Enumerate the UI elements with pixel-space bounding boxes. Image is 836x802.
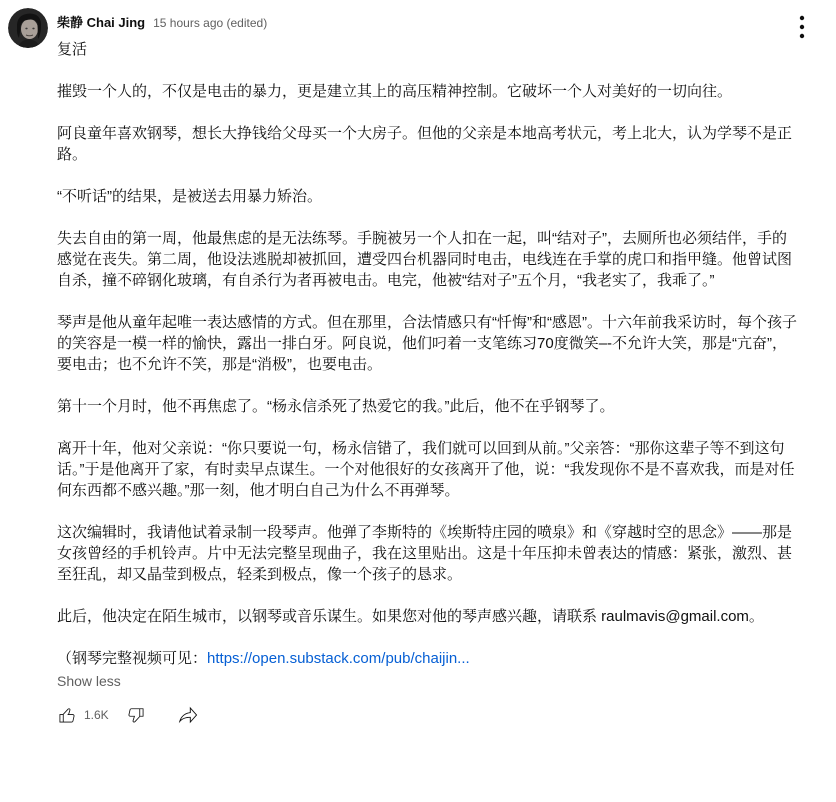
link-prefix-text: （钢琴完整视频可见： bbox=[57, 650, 208, 667]
author-name[interactable]: 柴静 Chai Jing bbox=[57, 15, 146, 30]
thumbs-down-icon bbox=[126, 705, 146, 725]
comment-paragraph: 离开十年，他对父亲说：“你只要说一句，杨永信错了，我们就可以回到从前。”父亲答：“那你这辈子等不到这句话。”于是他离开了家，有时卖早点谋生。一个对他很好的女孩离开了他，说：“我发现你不是不喜欢我，而是对任何东西都不感兴趣。”那一刻，他才明白自己为什么不再弹琴。 bbox=[57, 440, 795, 499]
comment-header bbox=[57, 12, 800, 31]
avatar[interactable] bbox=[8, 8, 48, 48]
comment-paragraph: “不听话”的结果，是被送去用暴力矫治。 bbox=[57, 188, 322, 205]
comment-paragraph: 这次编辑时，我请他试着录制一段琴声。他弹了李斯特的《埃斯特庄园的喷泉》和《穿越时空的思念》——那是女孩曾经的手机铃声。片中无法完整呈现曲子，我在这里贴出。这是十年压抑未曾表达的情感：紧张，激烈、甚至狂乱，却又晶莹到极点，轻柔到极点，像一个孩子的恳求。 bbox=[57, 524, 793, 583]
comment-content bbox=[57, 39, 800, 692]
like-button[interactable] bbox=[57, 705, 109, 725]
more-vert-icon bbox=[793, 13, 811, 44]
timestamp[interactable]: 15 hours ago (edited) bbox=[153, 16, 268, 30]
show-less-button[interactable]: Show less bbox=[57, 673, 121, 689]
more-options-button[interactable] bbox=[784, 10, 820, 46]
video-link-line bbox=[57, 648, 800, 669]
comment-paragraph: 摧毁一个人的，不仅是电击的暴力，更是建立其上的高压精神控制。它破坏一个人对美好的一切向往。 bbox=[57, 83, 733, 100]
dislike-button[interactable] bbox=[126, 705, 146, 725]
comment-paragraph: 阿良童年喜欢钢琴，想长大挣钱给父母买一个大房子。但他的父亲是本地高考状元，考上北大，认为学琴不是正路。 bbox=[57, 125, 793, 163]
share-button[interactable] bbox=[177, 704, 199, 726]
like-count: 1.6K bbox=[84, 708, 109, 722]
thumbs-up-icon bbox=[57, 705, 77, 725]
substack-link[interactable]: https://open.substack.com/pub/chaijin... bbox=[207, 650, 470, 667]
comment-paragraph: 失去自由的第一周，他最焦虑的是无法练琴。手腕被另一个人扣在一起，叫“结对子”，去厕所也必须结伴，手的感觉在丧失。第二周，他设法逃脱却被抓回，遭受四台机器同时电击，电线连在手掌的虎口和指甲缝。他曾试图自杀，撞不碎钢化玻璃，有自杀行为者再被电击。电完，他被“结对子”五个月，“我老实了，我乖了。” bbox=[57, 230, 793, 289]
share-icon bbox=[177, 704, 199, 726]
comment-paragraph: 第十一个月时，他不再焦虑了。“杨永信杀死了热爱它的我。”此后，他不在乎钢琴了。 bbox=[57, 398, 615, 415]
comment-title: 复活 bbox=[57, 41, 88, 58]
comment-paragraph: 此后，他决定在陌生城市，以钢琴或音乐谋生。如果您对他的琴声感兴趣，请联系 raulmavis@gmail.com。 bbox=[57, 608, 764, 625]
comment-paragraph: 琴声是他从童年起唯一表达感情的方式。但在那里，合法情感只有“忏悔”和“感恩”。十六年前我采访时，每个孩子的笑容是一模一样的愉快，露出一排白牙。阿良说，他们叼着一支笔练习70度微笑–-不允许大笑，那是“亢奋”，要电击；也不允许不笑，那是“消极”，也要电击。 bbox=[57, 314, 797, 373]
comment-action-bar bbox=[57, 702, 800, 728]
chai-jing-avatar-image bbox=[8, 8, 48, 48]
comment-main bbox=[57, 8, 820, 728]
